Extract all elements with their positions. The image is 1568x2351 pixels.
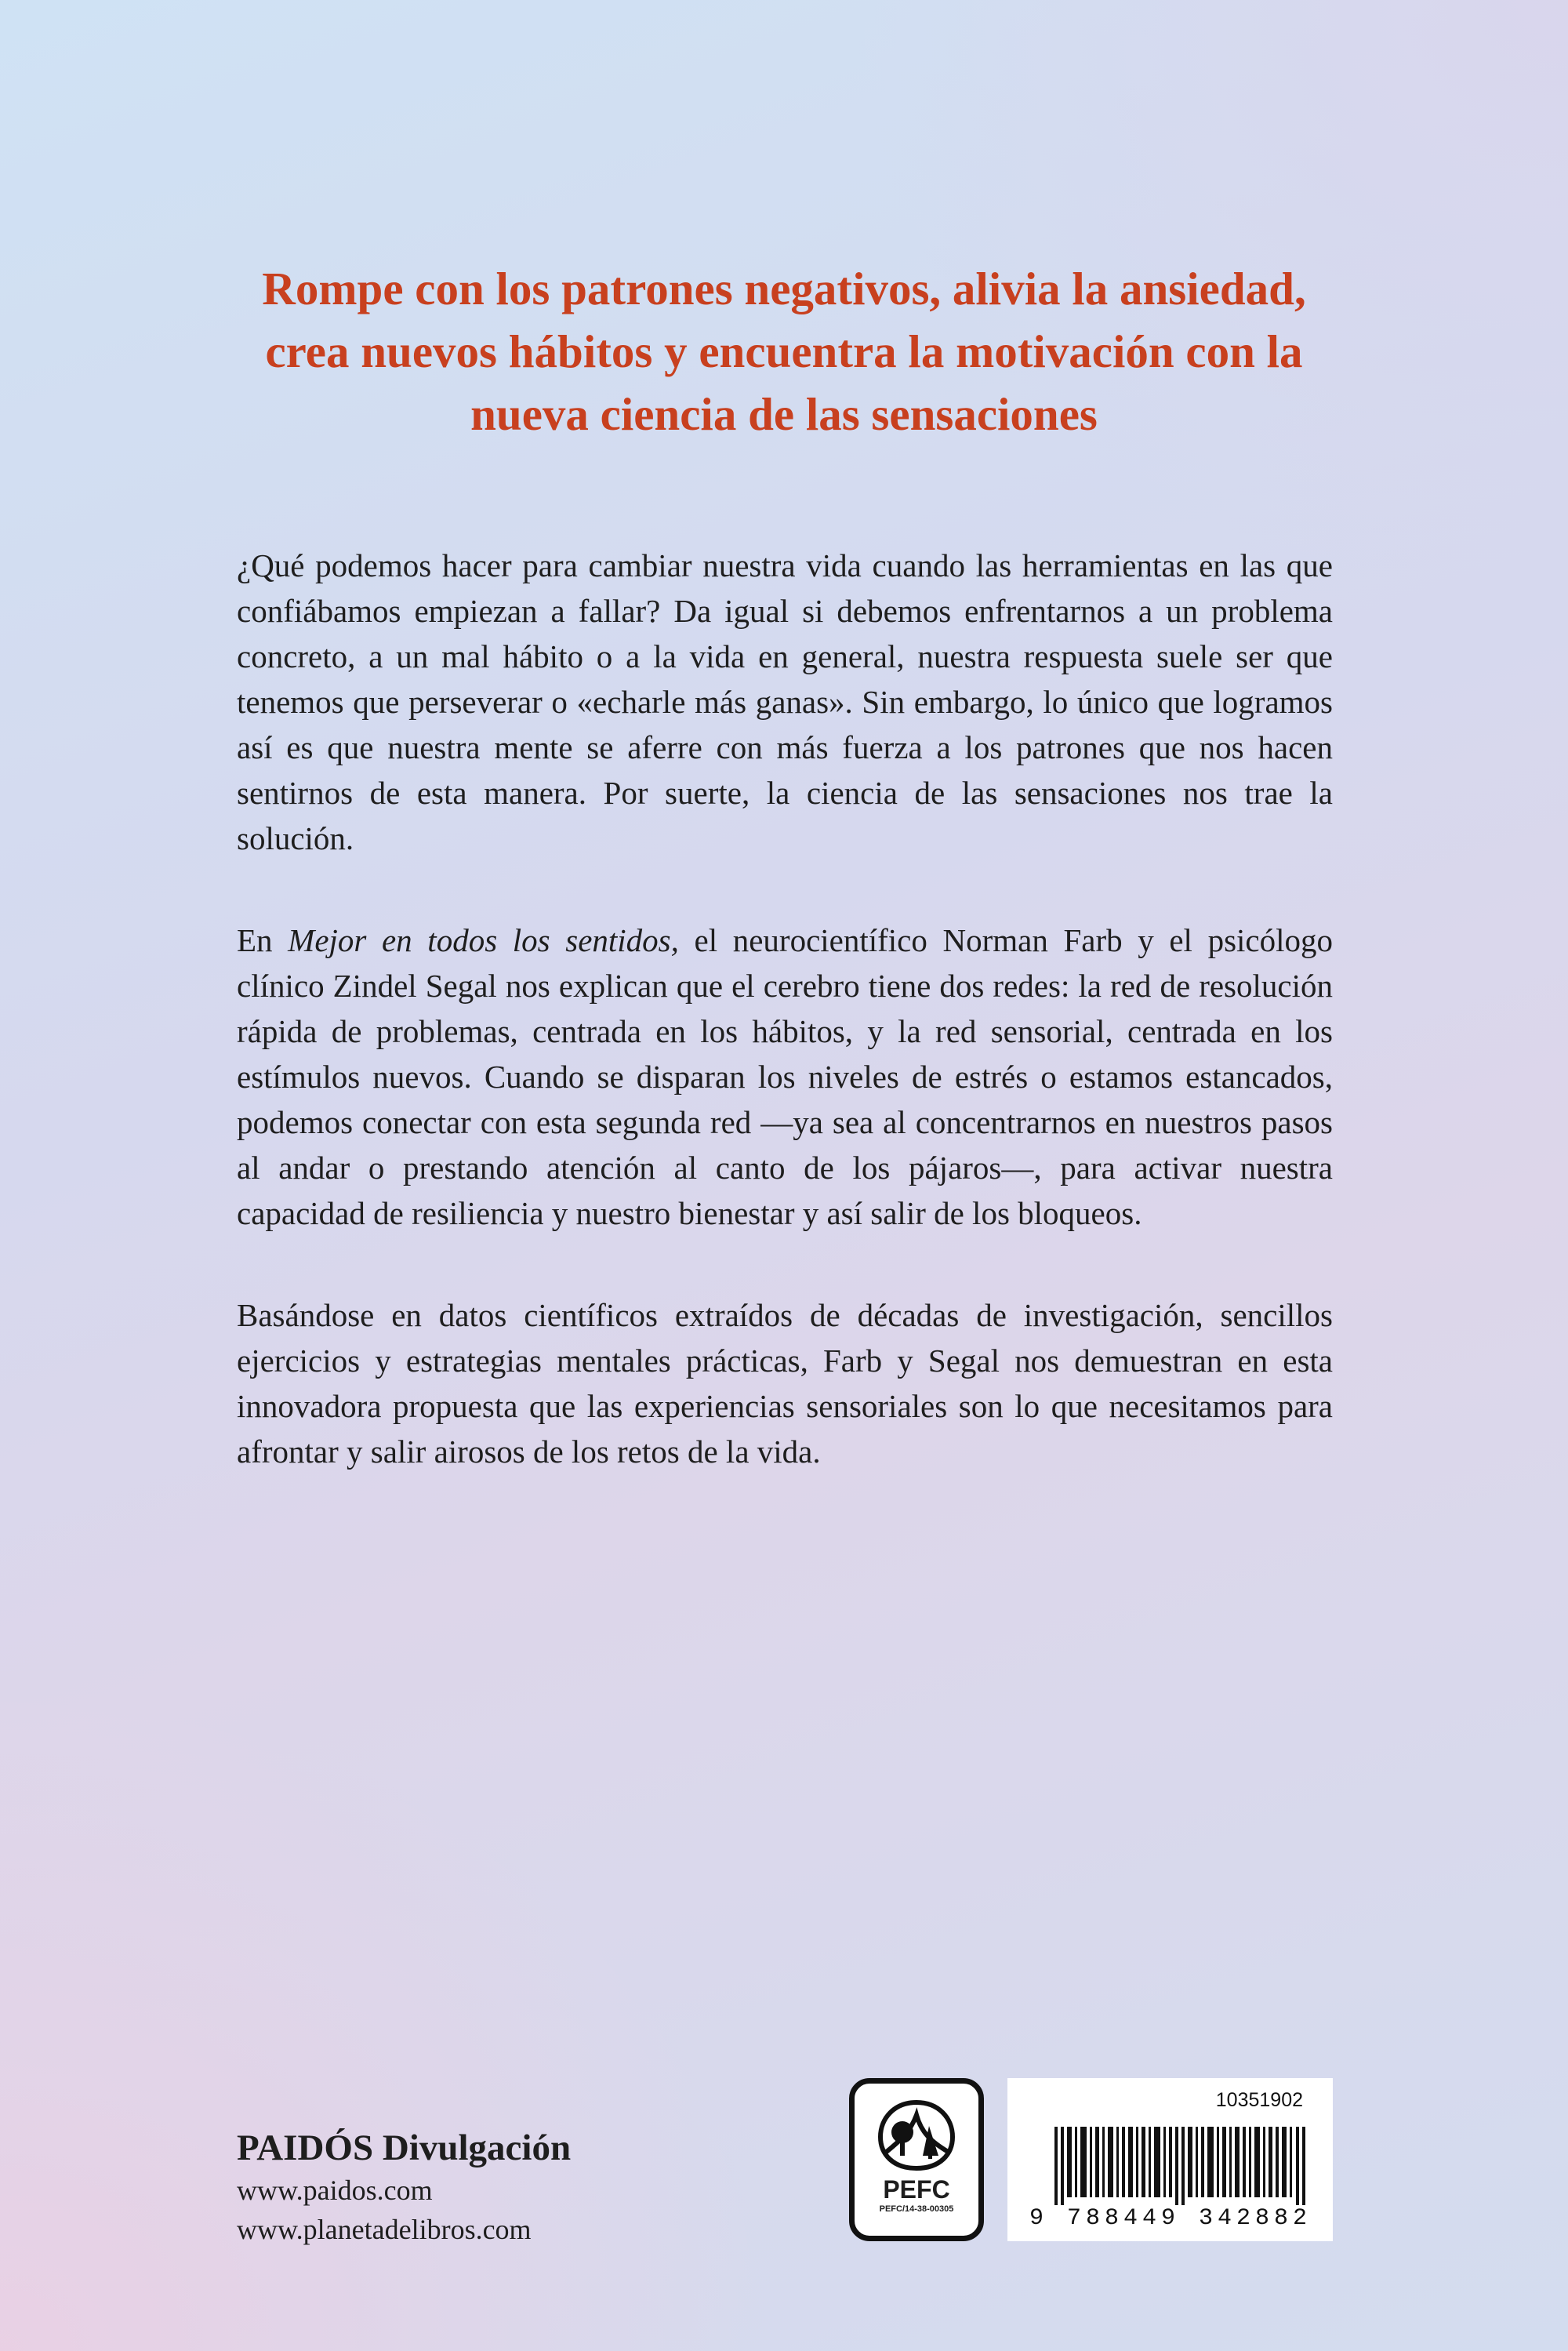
publisher-url: www.paidos.com <box>237 2175 433 2206</box>
synopsis-paragraph-1: ¿Qué podemos hacer para cambiar nuestra vida cuando las herramientas en las que confiábamos empiezan a fallar? Da igual si debemos enfrentarnos a un problema concreto, a un mal hábito o a la vida en general, nuestra respuesta suele ser que tenemos que perseverar o «echarle más ganas». Sin embargo, lo único que logramos así es que nuestra mente se aferre con más fuerza a los patrones que nos hacen sentirnos de esta manera. Por suerte, la ciencia de las sensaciones nos trae la solución. <box>237 547 1333 856</box>
pefc-tree-logo-icon <box>876 2098 957 2173</box>
synopsis <box>237 543 1333 1531</box>
synopsis-paragraph-2 <box>237 918 1333 1236</box>
pefc-certification-badge <box>849 2078 984 2241</box>
barcode-icon <box>1054 2127 1305 2205</box>
synopsis-paragraph-3: Basándose en datos científicos extraídos de décadas de investigación, sencillos ejercicios y estrategias mentales prácticas, Farb y Segal nos demuestran en esta innovadora propuesta que las experiencias sensoriales son lo que necesitamos para afrontar y salir airosos de los retos de la vida. <box>237 1297 1333 1470</box>
book-title: Mejor en todos los sentidos, <box>288 922 679 958</box>
paragraph-2-intro: En <box>237 922 289 958</box>
isbn-digits: 9 788449 342882 <box>1029 2205 1312 2232</box>
reference-number: 10351902 <box>1215 2089 1303 2111</box>
publisher-imprint: PAIDÓS Divulgación <box>237 2128 572 2168</box>
headline: Rompe con los patrones negativos, alivia la ansiedad, crea nuevos hábitos y encuentra la motivación con la nueva ciencia de las sensaciones <box>262 263 1306 440</box>
pefc-code: PEFC/14-38-00305 <box>879 2204 954 2214</box>
publisher-block <box>237 2125 571 2249</box>
paragraph-2-rest: el neurocientífico Norman Farb y el psicólogo clínico Zindel Segal nos explican que el cerebro tiene dos redes: la red de resolución rápida de problemas, centrada en los hábitos, y la red sensorial, centrada en los estímulos nuevos. Cuando se disparan los niveles de estrés o estamos estancados, podemos conectar con esta segunda red —ya sea al concentrarnos en nuestros pasos al andar o prestando atención al canto de los pájaros—, para activar nuestra capacidad de resiliencia y nuestro bienestar y así salir de los bloqueos. <box>237 922 1334 1231</box>
barcode-panel <box>1007 2078 1333 2241</box>
pefc-name: PEFC <box>883 2175 950 2204</box>
publisher-url-secondary: www.planetadelibros.com <box>237 2214 532 2245</box>
